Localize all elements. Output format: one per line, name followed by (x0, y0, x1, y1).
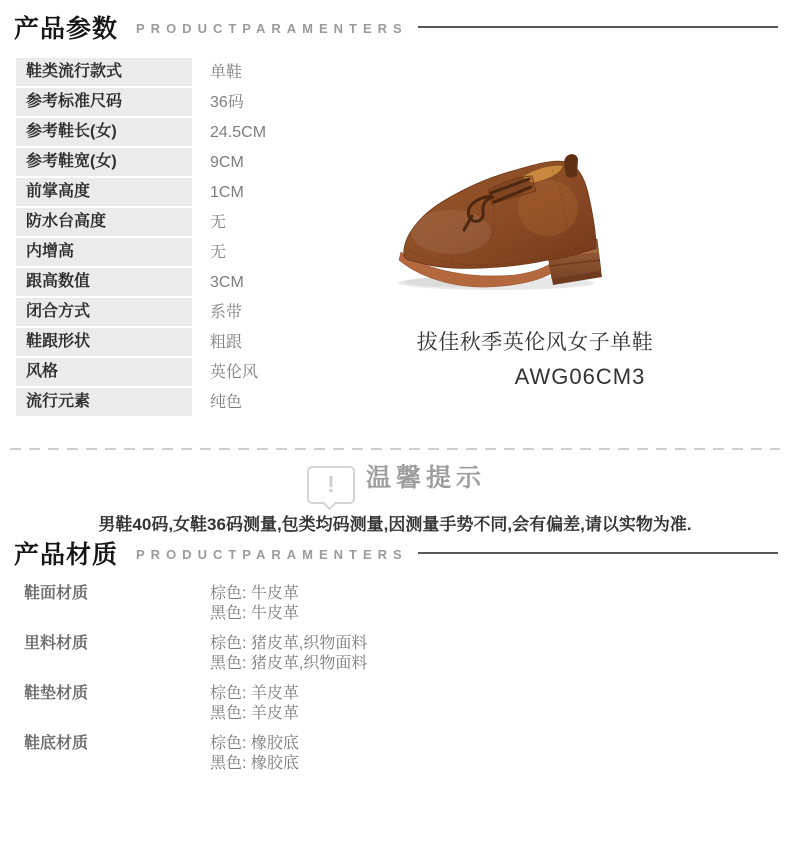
param-value: 粗跟 (210, 334, 243, 351)
param-label: 前掌高度 (16, 178, 192, 206)
materials-section-subtitle: PRODUCTPARAMENTERS (136, 546, 408, 562)
product-model: AWG06CM3 (514, 364, 646, 389)
param-label: 防水台高度 (16, 208, 192, 236)
material-value-brown: 棕色: 猪皮革,织物面料 (210, 635, 368, 652)
param-label: 参考标准尺码 (16, 88, 192, 116)
param-row (16, 118, 392, 146)
param-value: 无 (210, 244, 227, 261)
param-label: 跟高数值 (16, 268, 192, 296)
param-row (16, 328, 392, 356)
param-row (16, 58, 392, 86)
params-table (16, 58, 392, 418)
param-row (16, 88, 392, 116)
material-value-black: 黑色: 橡胶底 (210, 755, 299, 772)
material-value-black: 黑色: 牛皮革 (210, 605, 299, 622)
param-label: 参考鞋长(女) (16, 118, 192, 146)
param-value: 1CM (210, 184, 244, 201)
product-photo-shoe (396, 146, 630, 294)
material-label: 里料材质 (24, 635, 89, 652)
material-value-black: 黑色: 猪皮革,织物面料 (210, 655, 368, 672)
params-section-title: 产品参数 (14, 15, 119, 43)
param-row (16, 268, 392, 296)
shoe-pull-tab (564, 154, 578, 177)
param-label: 鞋类流行款式 (16, 58, 192, 86)
material-values (210, 584, 299, 624)
param-row (16, 148, 392, 176)
exclamation-mark: ! (327, 471, 335, 497)
param-label: 流行元素 (16, 388, 192, 416)
param-label: 鞋跟形状 (16, 328, 192, 356)
param-row (16, 178, 392, 206)
param-row (16, 238, 392, 266)
material-row (24, 584, 367, 624)
notice-title: 温馨提示 (366, 464, 487, 492)
param-value: 系带 (210, 304, 243, 321)
material-value-brown: 棕色: 羊皮革 (210, 685, 299, 702)
exclamation-bubble-icon (307, 466, 355, 504)
product-name: 拔佳秋季英伦风女子单鞋 (416, 331, 654, 354)
param-value: 24.5CM (210, 124, 267, 141)
param-row (16, 298, 392, 326)
params-section-header (14, 10, 778, 44)
materials-section-header (14, 536, 778, 570)
params-section-subtitle: PRODUCTPARAMENTERS (136, 20, 408, 36)
notice-text: 男鞋40码,女鞋36码测量,包类均码测量,因测量手势不同,会有偏差,请以实物为准. (98, 515, 692, 534)
param-value: 无 (210, 214, 227, 231)
material-row (24, 684, 367, 724)
material-values (210, 634, 367, 674)
param-row (16, 358, 392, 386)
param-value: 单鞋 (210, 64, 243, 81)
param-value: 3CM (210, 274, 244, 291)
param-label: 闭合方式 (16, 298, 192, 326)
param-row (16, 208, 392, 236)
material-label: 鞋底材质 (24, 735, 89, 752)
material-values (210, 684, 299, 724)
material-label: 鞋垫材质 (24, 685, 89, 702)
material-value-black: 黑色: 羊皮革 (210, 705, 299, 722)
material-row (24, 634, 367, 674)
materials-section-title: 产品材质 (14, 541, 119, 569)
header-rule (418, 552, 778, 554)
param-label: 内增高 (16, 238, 192, 266)
param-value: 英伦风 (210, 364, 259, 381)
param-row (16, 388, 392, 416)
param-value: 9CM (210, 154, 244, 171)
material-value-brown: 棕色: 牛皮革 (210, 585, 299, 602)
param-label: 风格 (16, 358, 192, 386)
material-row (24, 734, 367, 774)
header-rule (418, 26, 778, 28)
materials-table (24, 584, 367, 784)
material-label: 鞋面材质 (24, 585, 89, 602)
material-values (210, 734, 299, 774)
dashed-divider (10, 448, 780, 450)
param-value: 36码 (210, 94, 244, 111)
param-label: 参考鞋宽(女) (16, 148, 192, 176)
param-value: 纯色 (210, 394, 243, 411)
material-value-brown: 棕色: 橡胶底 (210, 735, 299, 752)
shoe-toe-highlight (411, 210, 491, 254)
